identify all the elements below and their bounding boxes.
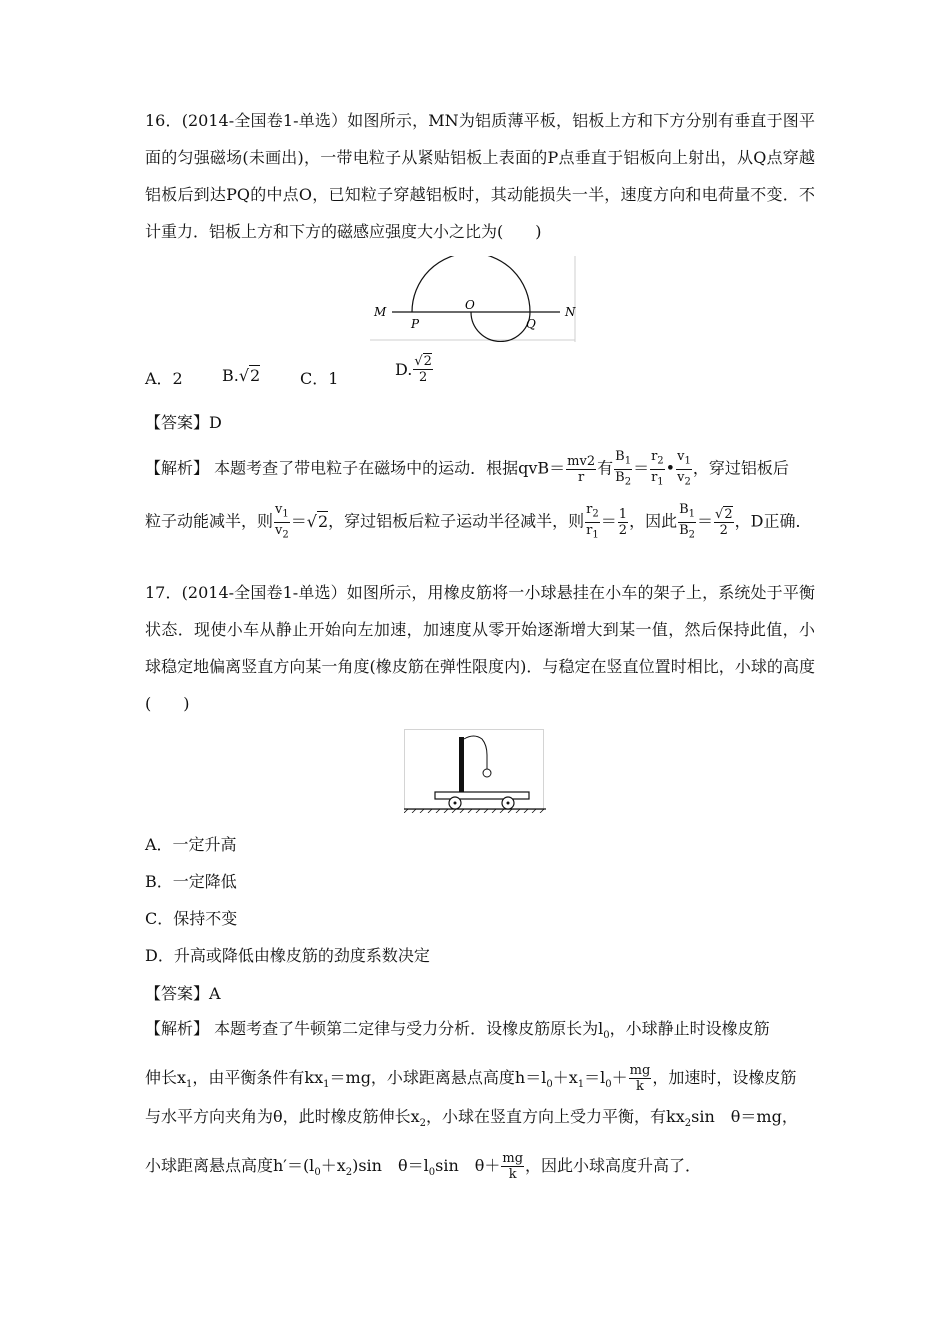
q17-answer: 【答案】A bbox=[145, 984, 221, 1003]
q17-option-B: B．一定降低 bbox=[145, 872, 237, 891]
q16-stem: 16．(2014-全国卷1-单选）如图所示，MN为铝质薄平板，铝板上方和下方分别有垂直于图平面的匀强磁场(未画出)，一带电粒子从紧贴铝板上表面的P点垂直于铝板向上射出，从Q点穿越铝板后到达PQ的中点O，已知粒子穿越铝板时，其动能损失一半，速度方向和电荷量不变．不计重力．铝板上方和下方的磁感应强度大小之比为( ) bbox=[145, 111, 815, 241]
q16-analysis-line1: 【解析】 本题考查了带电粒子在磁场中的运动．根据qvB＝ $\frac{mv2}{r}$ 有 $\frac{B_1}{B_2}$ ＝ $\frac{r_2}{r_1}$ • $\frac{v_1}{v_2}$ ，穿过铝板后 bbox=[145, 449, 789, 488]
q17-analysis-line1: 【解析】 本题考查了牛顿第二定律与受力分析．设橡皮筋原长为$l_0$，小球静止时设橡皮筋 bbox=[145, 1019, 770, 1042]
q17-option-D: D．升高或降低由橡皮筋的劲度系数决定 bbox=[145, 946, 430, 965]
q17-figure bbox=[404, 729, 546, 813]
q16-option-A: A．2 bbox=[145, 369, 183, 388]
label-N: N bbox=[565, 305, 576, 319]
q17-analysis-line2: 伸长$x_1$，由平衡条件有$kx_1=mg$，小球距离悬点高度$h=l_0+x_1=l_0+$ $\frac{mg}{k}$ ，加速时，设橡皮筋 bbox=[145, 1063, 797, 1094]
q16-analysis-line2: 粒子动能减半，则 $\frac{v_1}{v_2}$ ＝√2，穿过铝板后粒子运动半径减半，则 $\frac{r_2}{r_1}$ ＝ $\frac{1}{2}$ ，因此 $\frac{B_1}{B_2}$ ＝ $\frac{√2}{2}$ ，D正确． bbox=[145, 502, 812, 541]
q17-option-C: C．保持不变 bbox=[145, 909, 238, 928]
q17-analysis-line4: 小球距离悬点高度$h'=(l_0+x_2)\sin$ $\theta=l_0\sin$ θ＋ $\frac{mg}{k}$ ，因此小球高度升高了． bbox=[145, 1151, 702, 1182]
label-P: P bbox=[411, 317, 420, 331]
label-O: O bbox=[465, 298, 475, 312]
q16-option-D: D. $\frac{√2}{2}$ bbox=[395, 354, 432, 385]
q16-figure bbox=[370, 256, 580, 342]
q16-answer: 【答案】D bbox=[145, 413, 222, 432]
q17-option-A: A．一定升高 bbox=[145, 835, 237, 854]
label-M: M bbox=[374, 305, 387, 319]
q17-analysis-line3: 与水平方向夹角为θ，此时橡皮筋伸长$x_2$，小球在竖直方向上受力平衡，有$kx_2\sin$ θ＝mg， bbox=[145, 1107, 798, 1130]
q17-stem: 17．(2014-全国卷1-单选）如图所示，用橡皮筋将一小球悬挂在小车的架子上，系统处于平衡状态．现使小车从静止开始向左加速，加速度从零开始逐渐增大到某一值，然后保持此值，小球稳定地偏离竖直方向某一角度(橡皮筋在弹性限度内)．与稳定在竖直位置时相比，小球的高度( ) bbox=[145, 583, 815, 713]
label-Q: Q bbox=[526, 317, 536, 331]
q16-option-B: B.√2 bbox=[222, 366, 261, 385]
q16-option-C: C．1 bbox=[300, 369, 339, 388]
